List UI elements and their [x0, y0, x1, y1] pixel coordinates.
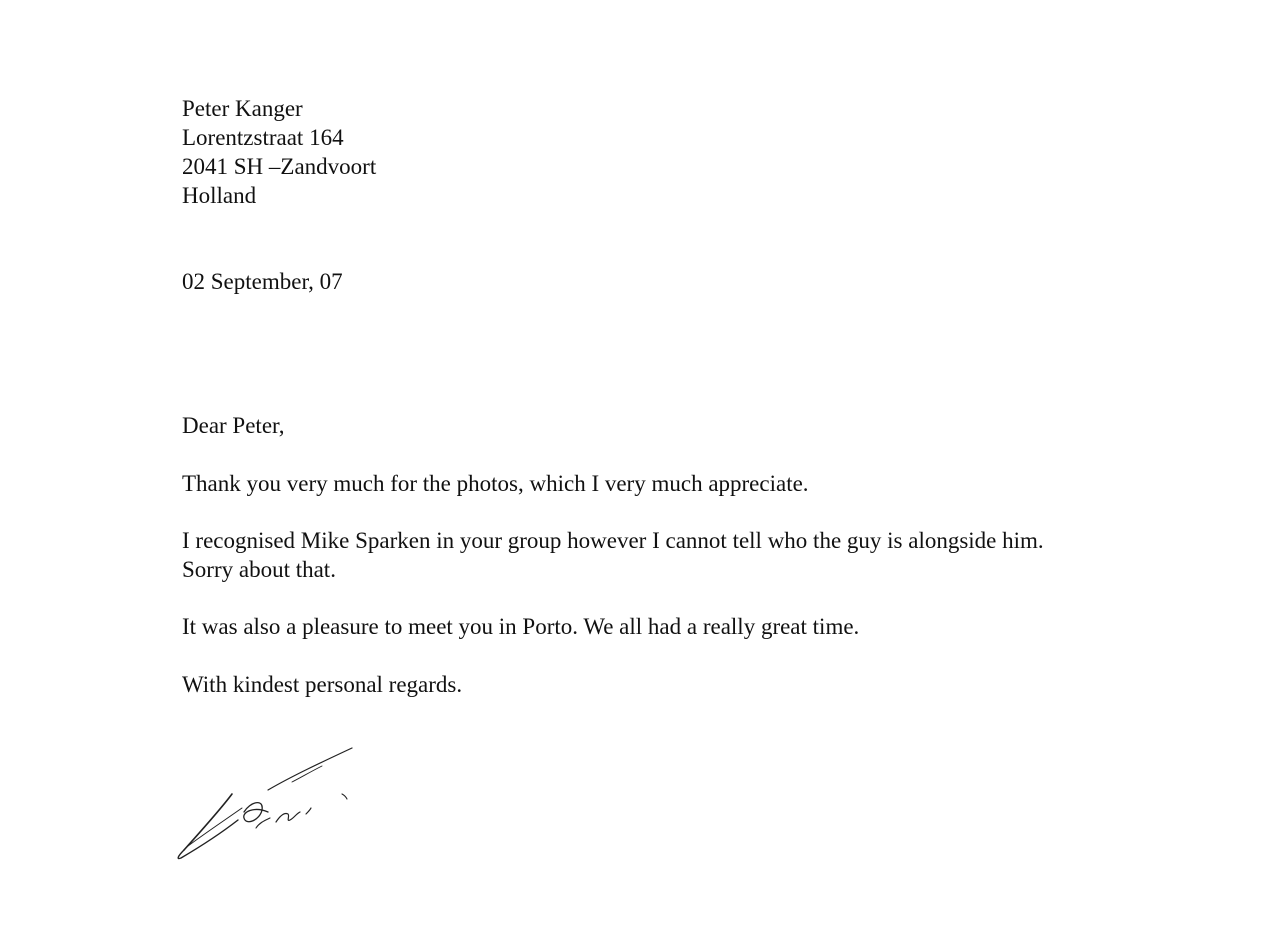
sender-country: Holland [182, 183, 257, 208]
sender-postal-city: 2041 SH –Zandvoort [182, 154, 377, 179]
handwritten-signature [172, 742, 362, 864]
closing-line: With kindest personal regards. [182, 672, 463, 697]
salutation: Dear Peter, [182, 413, 285, 438]
sender-name: Peter Kanger [182, 96, 303, 121]
sender-street: Lorentzstraat 164 [182, 125, 344, 150]
sender-address [182, 94, 376, 210]
letter-date: 02 September, 07 [182, 269, 343, 294]
body-paragraph-3: It was also a pleasure to meet you in Porto. We all had a really great time. [182, 614, 860, 639]
body-paragraph-2: I recognised Mike Sparken in your group however I cannot tell who the guy is alongside him. Sorry about that. [182, 528, 1044, 582]
body-paragraph-1: Thank you very much for the photos, which I very much appreciate. [182, 471, 809, 496]
